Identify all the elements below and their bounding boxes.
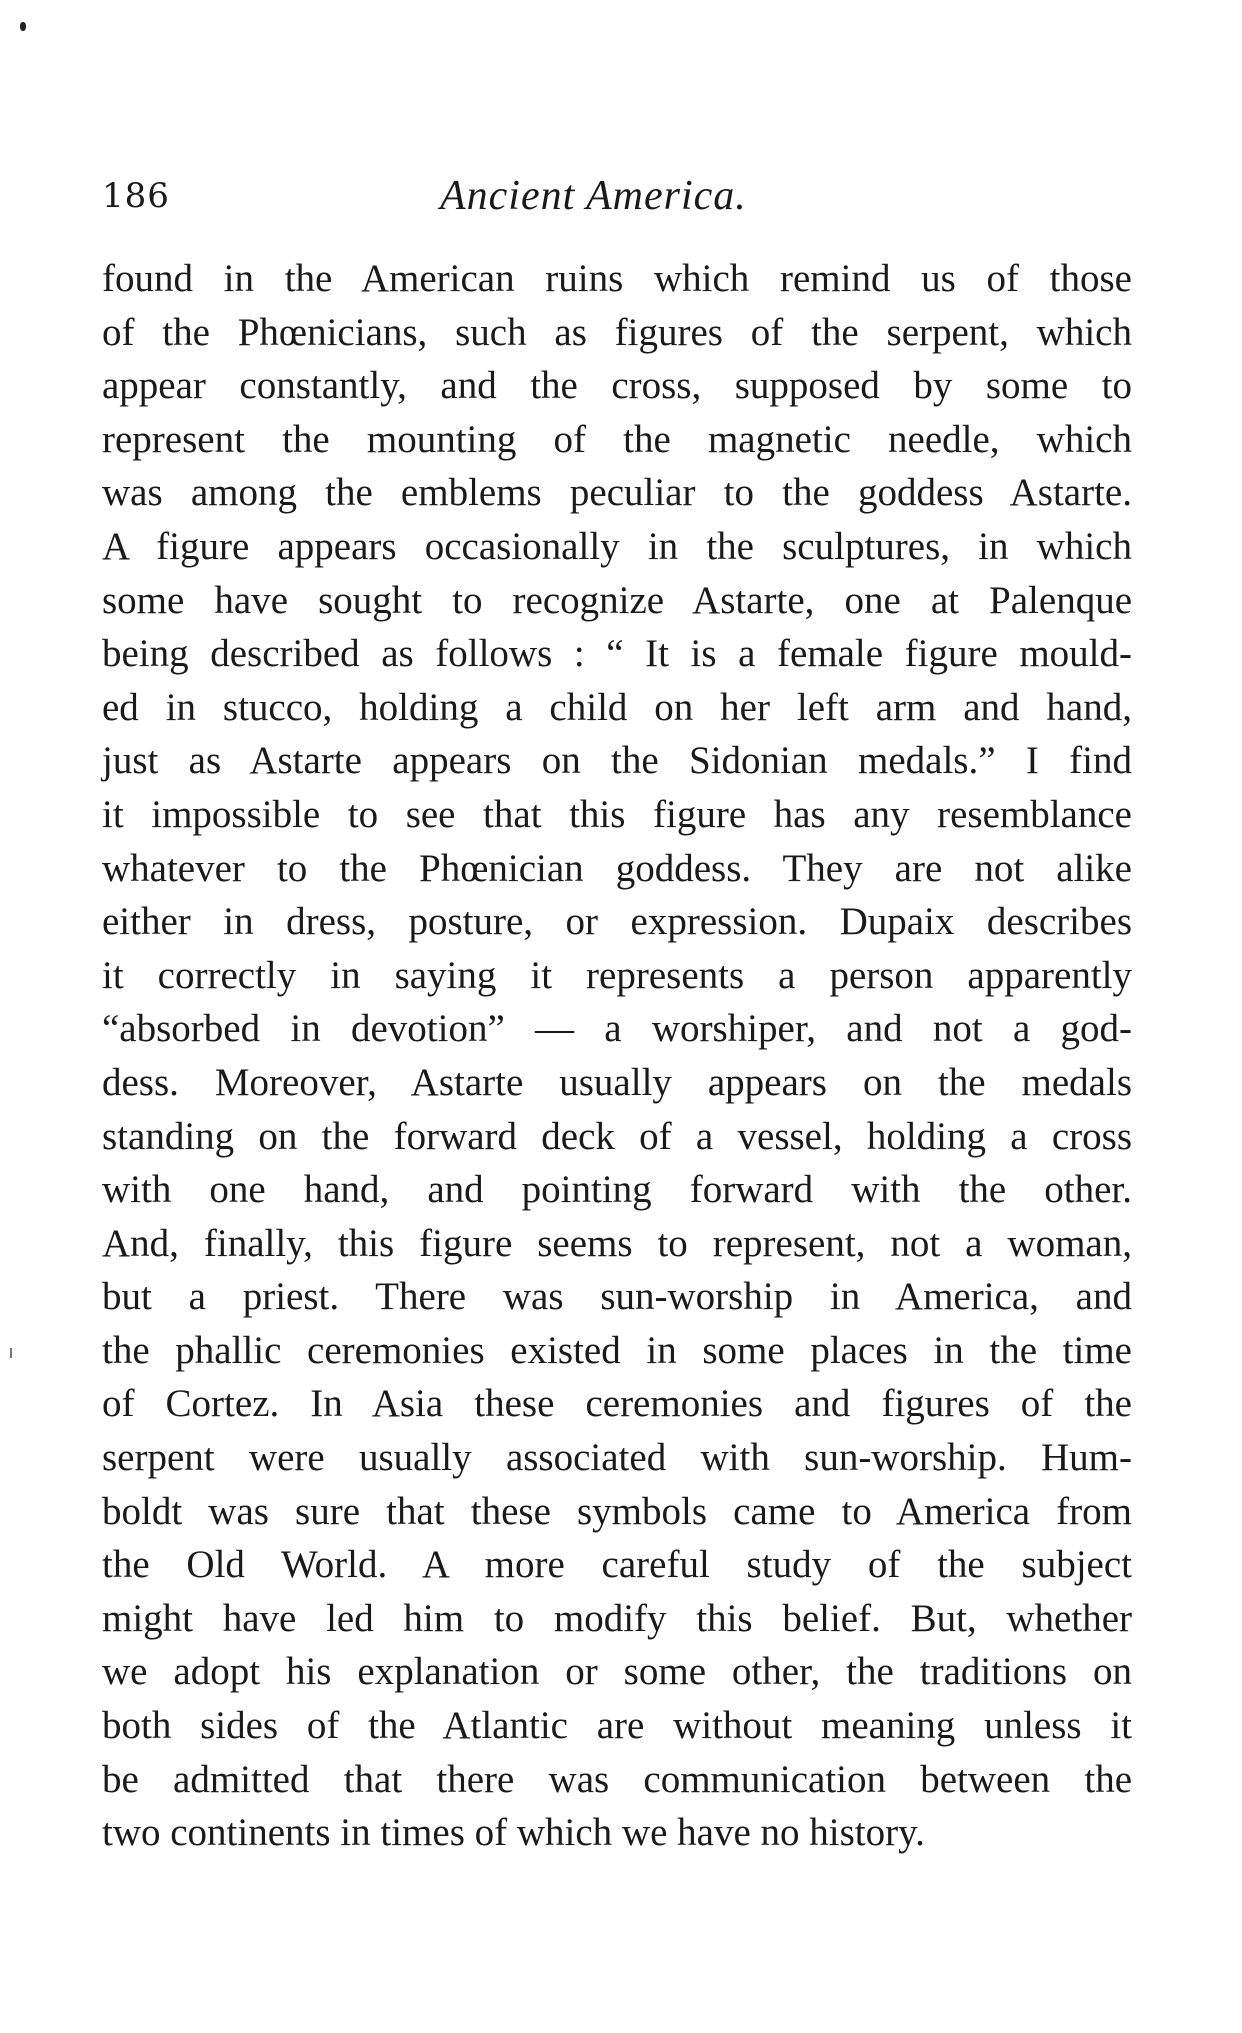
running-head bbox=[102, 168, 1122, 224]
text-line: some have sought to recognize Astarte, one at Palenque bbox=[102, 578, 1132, 622]
text-line: we adopt his explanation or some other, the traditions on bbox=[102, 1650, 1132, 1694]
text-line: A figure appears occasionally in the sculptures, in which bbox=[102, 524, 1132, 568]
text-line: whatever to the Phœnician goddess. They are not alike bbox=[102, 846, 1132, 890]
text-line: “absorbed in devotion” — a worshiper, and not a god- bbox=[102, 1007, 1132, 1051]
text-line: the Old World. A more careful study of the subject bbox=[102, 1543, 1132, 1587]
text-line: boldt was sure that these symbols came to America from bbox=[102, 1489, 1132, 1533]
text-line: but a priest. There was sun-worship in America, and bbox=[102, 1275, 1132, 1319]
text-line: the phallic ceremonies existed in some places in the time bbox=[102, 1328, 1132, 1372]
text-line: being described as follows : “ It is a female figure mould- bbox=[102, 632, 1132, 676]
margin-mark bbox=[10, 1348, 12, 1358]
text-line: both sides of the Atlantic are without meaning unless it bbox=[102, 1704, 1132, 1748]
text-line: appear constantly, and the cross, supposed by some to bbox=[102, 364, 1132, 408]
text-line-last: two continents in times of which we have no history. bbox=[102, 1811, 925, 1855]
text-line: was among the emblems peculiar to the goddess Astarte. bbox=[102, 471, 1132, 515]
text-line: it impossible to see that this figure has any resemblance bbox=[102, 792, 1132, 836]
text-line: ed in stucco, holding a child on her left arm and hand, bbox=[102, 685, 1132, 729]
text-line: just as Astarte appears on the Sidonian medals.” I find bbox=[102, 739, 1132, 783]
text-line: represent the mounting of the magnetic needle, which bbox=[102, 417, 1132, 461]
text-line: with one hand, and pointing forward with the other. bbox=[102, 1168, 1132, 1212]
text-line: dess. Moreover, Astarte usually appears on the medals bbox=[102, 1060, 1132, 1104]
text-line: found in the American ruins which remind us of those bbox=[102, 257, 1132, 300]
text-line: of the Phœnicians, such as figures of the serpent, which bbox=[102, 310, 1132, 354]
ink-speck bbox=[20, 22, 26, 31]
text-line: either in dress, posture, or expression. Dupaix describes bbox=[102, 900, 1132, 944]
text-line: it correctly in saying it represents a person apparently bbox=[102, 953, 1132, 997]
text-line: And, finally, this figure seems to represent, not a woman, bbox=[102, 1221, 1132, 1265]
text-line: of Cortez. In Asia these ceremonies and figures of the bbox=[102, 1382, 1132, 1426]
page-number: 186 bbox=[102, 176, 170, 216]
running-title: Ancient America. bbox=[440, 173, 747, 219]
body-text bbox=[102, 252, 1132, 1860]
text-line: be admitted that there was communication between the bbox=[102, 1757, 1132, 1801]
text-line: serpent were usually associated with sun-worship. Hum- bbox=[102, 1436, 1132, 1480]
text-line: might have led him to modify this belief. But, whether bbox=[102, 1596, 1132, 1640]
text-line: standing on the forward deck of a vessel, holding a cross bbox=[102, 1114, 1132, 1158]
